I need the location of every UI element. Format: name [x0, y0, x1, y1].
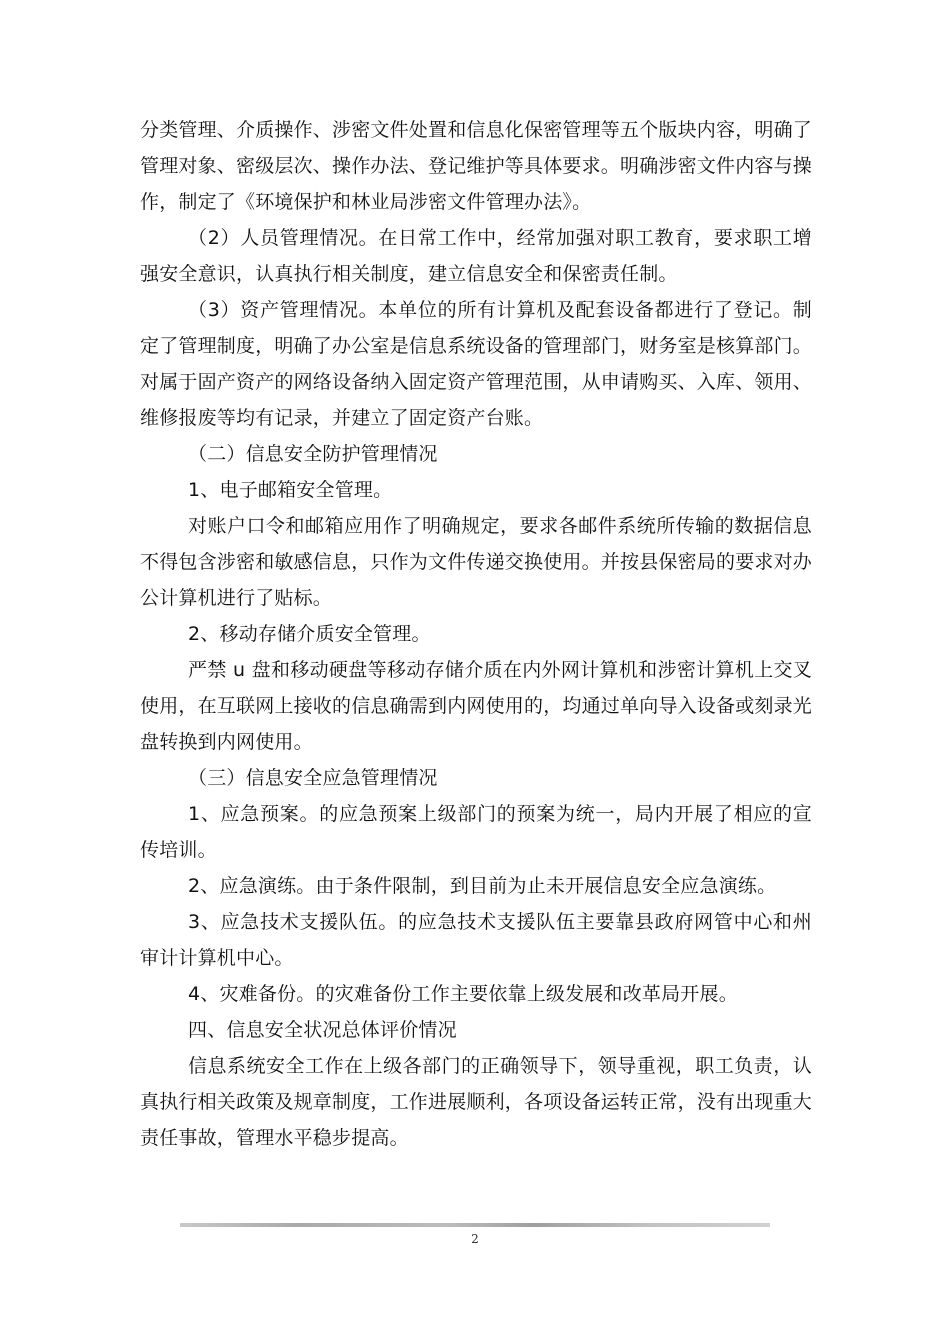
subheading-email: 1、电子邮箱安全管理。	[188, 479, 393, 501]
section-heading-2: （二）信息安全防护管理情况	[188, 443, 438, 465]
paragraph-support: 3、应急技术支援队伍。的应急技术支援队伍主要靠县政府网管中心和州审计计算机中心。	[140, 911, 812, 969]
footer-divider	[180, 1223, 770, 1227]
paragraph-email: 对账户口令和邮箱应用作了明确规定，要求各邮件系统所传输的数据信息不得包含涉密和敏感信息，只作为文件传递交换使用。并按县保密局的要求对办公计算机进行了贴标。	[140, 515, 813, 609]
paragraph-storage: 严禁 u 盘和移动硬盘等移动存储介质在内外网计算机和涉密计算机上交叉使用，在互联网上接收的信息确需到内网使用的，均通过单向导入设备或刻录光盘转换到内网使用。	[140, 659, 813, 753]
paragraph-3: （3）资产管理情况。本单位的所有计算机及配套设备都进行了登记。制定了管理制度，明确了办公室是信息系统设备的管理部门，财务室是核算部门。对属于固产资产的网络设备纳入固定资产管理范围，从申请购买、入库、领用、维修报废等均有记录，并建立了固定资产台账。	[140, 299, 813, 429]
section-heading-4: 四、信息安全状况总体评价情况	[188, 1019, 457, 1041]
document-body	[140, 112, 812, 1156]
paragraph-backup: 4、灾难备份。的灾难备份工作主要依靠上级发展和改革局开展。	[188, 983, 738, 1005]
paragraph-1: 分类管理、介质操作、涉密文件处置和信息化保密管理等五个版块内容，明确了管理对象、密级层次、操作办法、登记维护等具体要求。明确涉密文件内容与操作，制定了《环境保护和林业局涉密文件管理办法》。	[140, 119, 813, 213]
section-heading-3: （三）信息安全应急管理情况	[188, 767, 438, 789]
paragraph-plan: 1、应急预案。的应急预案上级部门的预案为统一，局内开展了相应的宣传培训。	[140, 803, 812, 861]
paragraph-2: （2）人员管理情况。在日常工作中，经常加强对职工教育，要求职工增强安全意识，认真执行相关制度，建立信息安全和保密责任制。	[140, 227, 812, 285]
paragraph-drill: 2、应急演练。由于条件限制，到目前为止未开展信息安全应急演练。	[188, 875, 777, 897]
paragraph-evaluation: 信息系统安全工作在上级各部门的正确领导下，领导重视，职工负责，认真执行相关政策及规章制度，工作进展顺利，各项设备运转正常，没有出现重大责任事故，管理水平稳步提高。	[140, 1055, 813, 1149]
page-number: 2	[471, 1232, 479, 1246]
subheading-storage: 2、移动存储介质安全管理。	[188, 623, 431, 645]
